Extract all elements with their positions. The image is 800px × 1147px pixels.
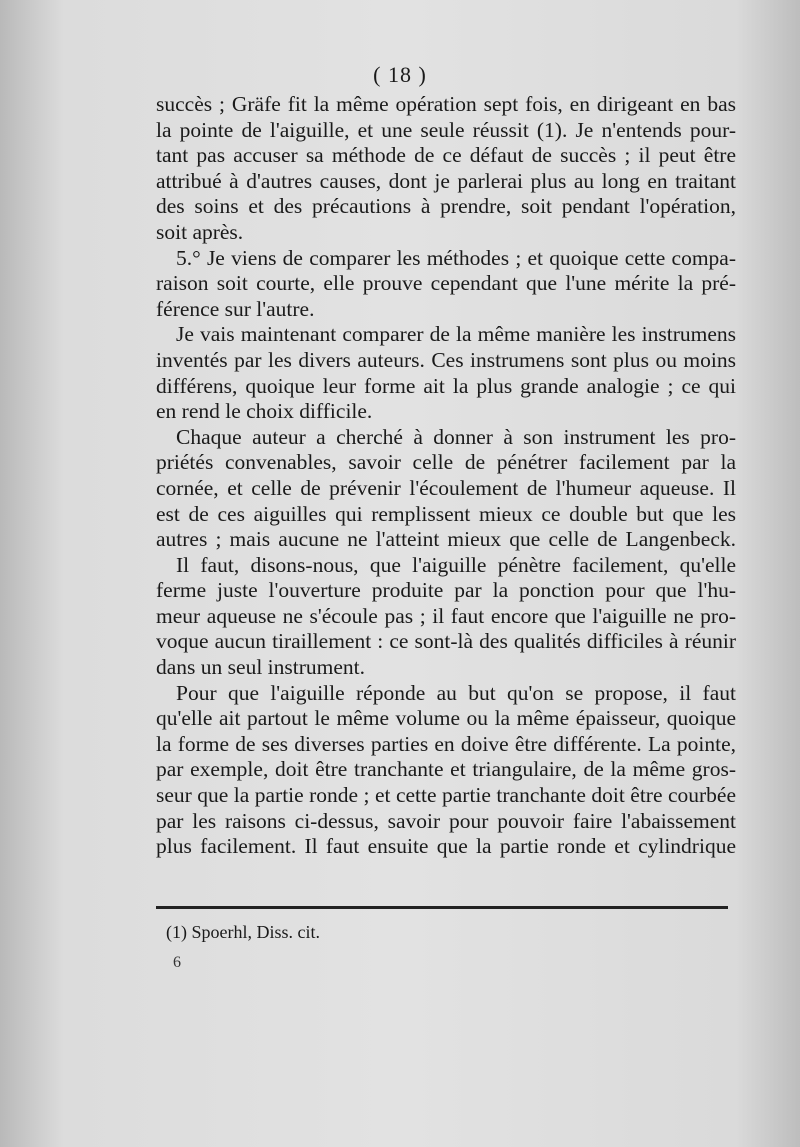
- text-line: différens, quoique leur forme ait la plus grande analogie ; ce qui: [156, 373, 736, 398]
- text-line: soit après.: [156, 219, 244, 244]
- footnote: (1) Spoerhl, Diss. cit.: [166, 922, 320, 942]
- text-line: férence sur l'autre.: [156, 296, 315, 321]
- text-line: en rend le choix difficile.: [156, 399, 373, 424]
- text-line: par les raisons ci-dessus, savoir pour pouvoir faire l'abaissement: [156, 808, 736, 833]
- text-line: dans un seul instrument.: [156, 655, 366, 680]
- text-line: succès ; Gräfe fit la même opération sept fois, en dirigeant en bas: [156, 92, 736, 116]
- text-line: par exemple, doit être tranchante et triangulaire, de la même gros-: [156, 757, 736, 782]
- body-text: [156, 92, 736, 860]
- text-line: seur que la partie ronde ; et cette partie tranchante doit être courbée: [156, 783, 736, 808]
- signature-mark: 6: [173, 954, 181, 971]
- text-line: Chaque auteur a cherché à donner à son instrument les pro-: [176, 424, 736, 449]
- text-line: plus facilement. Il faut ensuite que la partie ronde et cylindrique: [156, 834, 736, 859]
- text-line: la pointe de l'aiguille, et une seule réussit (1). Je n'entends pour-: [156, 117, 736, 142]
- text-line: raison soit courte, elle prouve cependant que l'une mérite la pré-: [156, 271, 736, 296]
- text-line: la forme de ses diverses parties en doive être différente. La pointe,: [156, 731, 736, 756]
- text-line: ferme juste l'ouverture produite par la ponction pour que l'hu-: [156, 578, 736, 603]
- text-line: 5.° Je viens de comparer les méthodes ; et quoique cette compa-: [176, 245, 736, 270]
- text-line: meur aqueuse ne s'écoule pas ; il faut encore que l'aiguille ne pro-: [156, 603, 736, 628]
- text-line: autres ; mais aucune ne l'atteint mieux que celle de Langenbeck.: [156, 527, 736, 552]
- text-line: qu'elle ait partout le même volume ou la même épaisseur, quoique: [156, 706, 736, 731]
- text-line: Pour que l'aiguille réponde au but qu'on se propose, il faut: [176, 680, 736, 705]
- text-line: cornée, et celle de prévenir l'écoulement de l'humeur aqueuse. Il: [156, 475, 736, 500]
- text-line: voque aucun tiraillement : ce sont-là des qualités difficiles à réunir: [156, 629, 736, 654]
- text-line: est de ces aiguilles qui remplissent mieux ce double but que les: [156, 501, 736, 526]
- text-line: priétés convenables, savoir celle de pénétrer facilement par la: [156, 450, 736, 475]
- text-line: Il faut, disons-nous, que l'aiguille pénètre facilement, qu'elle: [176, 552, 736, 577]
- page-number: ( 18 ): [373, 62, 427, 87]
- text-line: attribué à d'autres causes, dont je parlerai plus au long en traitant: [156, 168, 736, 193]
- text-line: inventés par les divers auteurs. Ces instrumens sont plus ou moins: [156, 347, 736, 372]
- text-line: Je vais maintenant comparer de la même manière les instrumens: [176, 322, 736, 347]
- text-line: tant pas accuser sa méthode de ce défaut de succès ; il peut être: [156, 143, 736, 168]
- text-line: des soins et des précautions à prendre, soit pendant l'opération,: [156, 194, 736, 219]
- footnote-rule: [156, 906, 728, 909]
